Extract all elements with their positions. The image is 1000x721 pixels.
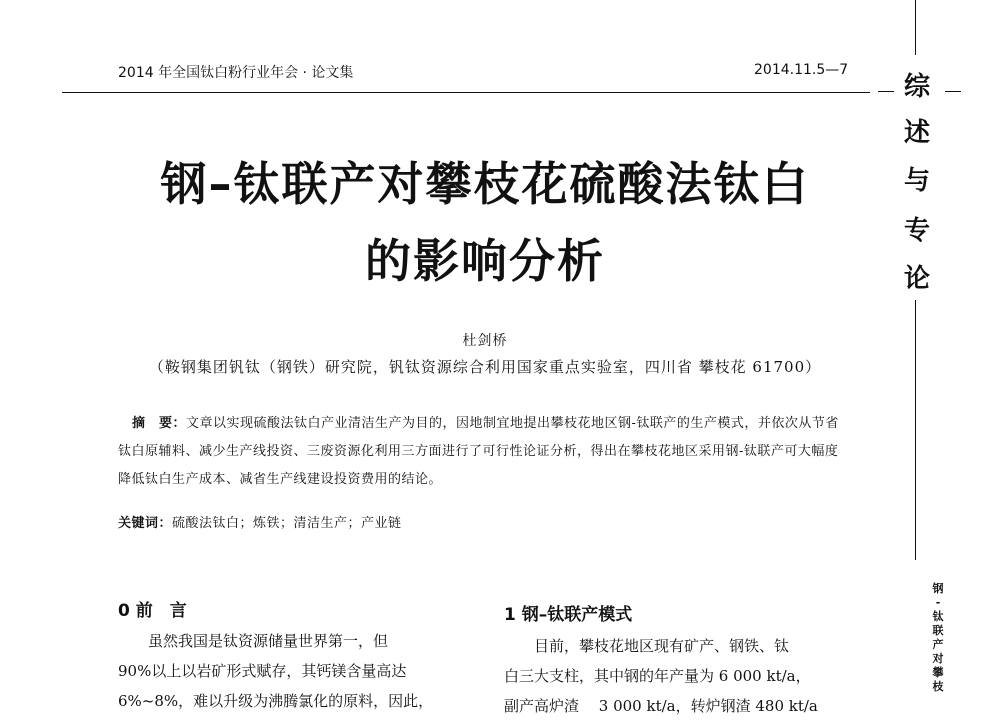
sidebar-middle-rule bbox=[915, 300, 916, 560]
body-line: 副产高炉渣 3 000 kt/a，转炉钢渣 480 kt/a bbox=[504, 697, 818, 715]
abstract bbox=[118, 410, 848, 494]
section-0-body bbox=[118, 626, 478, 716]
body-line: 虽然我国是钛资源储量世界第一，但 bbox=[148, 632, 389, 650]
sidebar-dash-left bbox=[878, 91, 894, 92]
body-line: 6%~8%，难以升级为沸腾氯化的原料，因此， bbox=[118, 692, 434, 710]
sidebar-running-title-char: - bbox=[935, 596, 941, 609]
author-affiliation: （鞍钢集团钒钛（钢铁）研究院，钒钛资源综合利用国家重点实验室，四川省 攀枝花 61700） bbox=[148, 358, 822, 376]
header-rule bbox=[62, 92, 870, 93]
sidebar-column-char: 论 bbox=[903, 264, 930, 294]
journal-header: 2014 年全国钛白粉行业年会 · 论文集 bbox=[118, 65, 354, 81]
abstract-text: 文章以实现硫酸法钛白产业清洁生产为目的，因地制宜地提出攀枝花地区钢-钛联产的生产模式，并依次从节省钛白原辅料、减少生产线投资、三废资源化利用三方面进行了可行性论证分析，得出在攀枝花地区采用钢-钛联产可大幅度降低钛白生产成本、减省生产线建设投资费用的结论。 bbox=[118, 416, 839, 487]
sidebar-running-title-char: 钢 bbox=[932, 582, 944, 595]
body-line: 90%以上以岩矿形式赋存，其钙镁含量高达 bbox=[118, 662, 407, 680]
abstract-label: 摘 要： bbox=[132, 416, 187, 431]
sidebar-column-char: 述 bbox=[903, 118, 930, 148]
body-line: 白三大支柱，其中钢的年产量为 6 000 kt/a， bbox=[504, 667, 811, 685]
sidebar-running-title-char: 枝 bbox=[932, 680, 944, 693]
sidebar-column-char: 综 bbox=[903, 72, 930, 102]
keywords-text: 硫酸法钛白；炼铁；清洁生产；产业链 bbox=[172, 516, 402, 531]
sidebar-running-title-char: 对 bbox=[932, 652, 944, 665]
sidebar-running-title-char: 钛 bbox=[932, 610, 944, 623]
author-name: 杜剑桥 bbox=[462, 333, 508, 349]
keywords-label: 关键词： bbox=[118, 516, 173, 531]
article-title-line-1: 钢–钛联产对攀枝花硫酸法钛白 bbox=[160, 157, 810, 211]
sidebar-running-title-char: 攀 bbox=[932, 666, 944, 679]
sidebar-top-rule bbox=[915, 0, 916, 55]
article-title-line-2: 的影响分析 bbox=[365, 234, 605, 288]
body-line: 目前，攀枝花地区现有矿产、钢铁、钛 bbox=[534, 637, 790, 655]
sidebar-running-title-char: 联 bbox=[932, 624, 944, 637]
section-1-heading: 1 钢–钛联产模式 bbox=[504, 605, 633, 625]
sidebar-column-char: 专 bbox=[903, 216, 930, 246]
sidebar-running-title-char: 产 bbox=[932, 638, 944, 651]
sidebar-column-char: 与 bbox=[903, 166, 930, 196]
page-date: 2014.11.5—7 bbox=[754, 62, 849, 78]
section-0-heading: 0 前 言 bbox=[118, 601, 187, 621]
keywords bbox=[118, 512, 402, 531]
sidebar-dash-right bbox=[945, 91, 961, 92]
